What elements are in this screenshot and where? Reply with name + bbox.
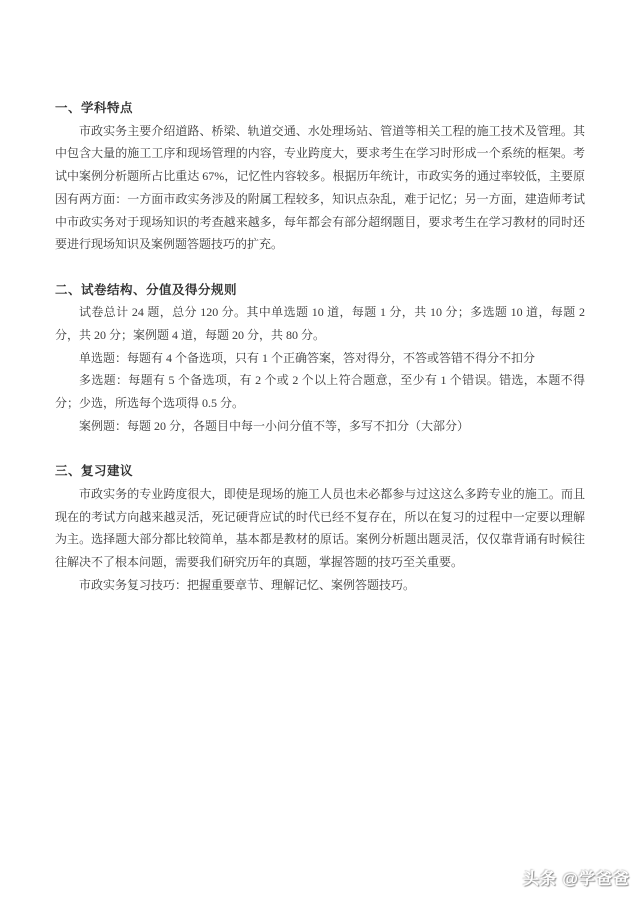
document-content [55,97,585,596]
section-review-advice [55,460,585,596]
paragraph: 市政实务复习技巧：把握重要章节、理解记忆、案例答题技巧。 [79,577,416,592]
paragraph: 单选题：每题有 4 个备选项，只有 1 个正确答案，答对得分，不答或答错不得分不扣分 [79,350,536,365]
paragraph: 案例题：每题 20 分，各题目中每一小问分值不等，多写不扣分（大部分） [79,418,470,433]
section-heading: 三、复习建议 [55,464,134,479]
paragraph: 试卷总计 24 题，总分 120 分。其中单选题 10 道，每题 1 分，共 10 分；多选题 10 道，每题 2 分，共 20 分；案例题 4 道，每题 20 分，共 80 分。 [55,305,585,343]
paragraph: 多选题：每题有 5 个备选项，有 2 个或 2 个以上符合题意，至少有 1 个错误。错选，本题不得分；少选，所选每个选项得 0.5 分。 [55,373,585,411]
paragraph: 市政实务的专业跨度很大，即使是现场的施工人员也未必都参与过这这么多跨专业的施工。而且现在的考试方向越来越灵活，死记硬背应试的时代已经不复存在，所以在复习的过程中一定要以理解为主。选择题大部分都比较简单，基本都是教材的原话。案例分析题出题灵活，仅仅靠背诵有时候往往解决不了根本问题，需要我们研究历年的真题，掌握答题的技巧至关重要。 [55,486,585,570]
paragraph: 市政实务主要介绍道路、桥梁、轨道交通、水处理场站、管道等相关工程的施工技术及管理。其中包含大量的施工工序和现场管理的内容，专业跨度大，要求考生在学习时形成一个系统的框架。考试中案例分析题所占比重达 67%，记忆性内容较多。根据历年统计，市政实务的通过率较低，主要原因有两方面：一方面市政实务涉及的附属工程较多，知识点杂乱，难于记忆；另一方面，建造师考试中市政实务对于现场知识的考查越来越多，每年都会有部分超纲题目，要求考生在学习教材的同时还要进行现场知识及案例题答题技巧的扩充。 [55,123,585,252]
watermark: 头条 @学爸爸 [522,871,630,888]
section-subject-features [55,97,585,256]
section-exam-structure [55,279,585,438]
section-heading: 二、试卷结构、分值及得分规则 [55,282,238,297]
section-heading: 一、学科特点 [55,101,134,115]
